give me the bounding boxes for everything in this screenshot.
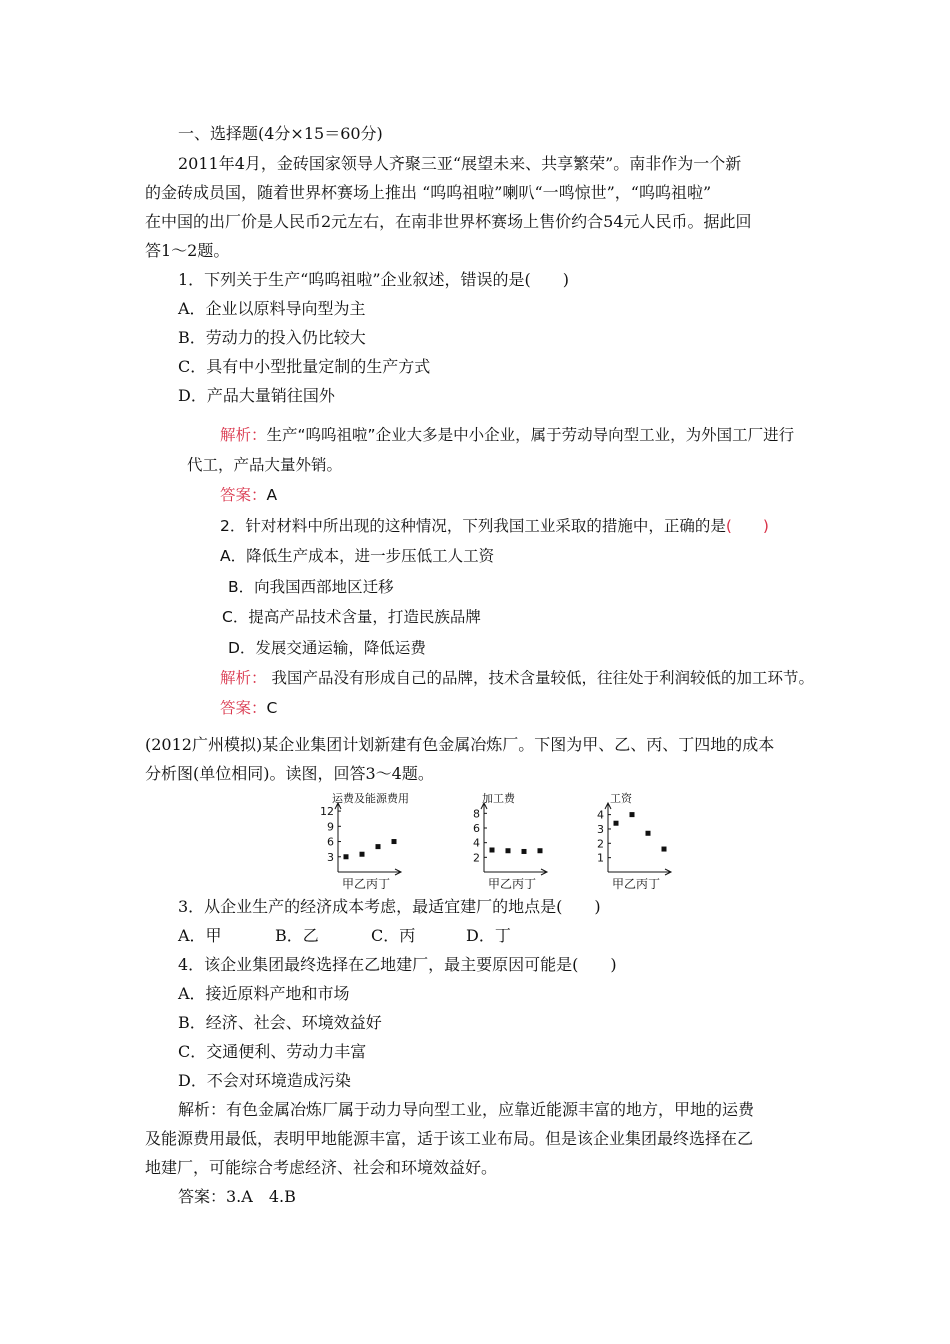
question-2-stem [220, 516, 769, 536]
answer-value: C [266, 699, 278, 717]
question-1-option-b: B．劳动力的投入仍比较大 [178, 328, 366, 347]
analysis-3-4-line: 及能源费用最低，表明甲地能源丰富，适于该工业布局。但是该企业集团最终选择在乙 [145, 1129, 754, 1148]
data-point-甲 [490, 848, 495, 853]
question-1-option-d: D．产品大量销往国外 [178, 386, 335, 405]
analysis-3-4-line: 解析：有色金属冶炼厂属于动力导向型工业，应靠近能源丰富的地方，甲地的运费 [178, 1100, 755, 1119]
chart-svg [584, 790, 674, 890]
chart-title: 加工费 [482, 792, 515, 805]
x-axis-label: 甲乙丙丁 [612, 877, 661, 890]
question-1-answer [220, 485, 277, 505]
analysis-text: 生产“呜呜祖啦”企业大多是中小企业，属于劳动导向型工业，为外国工厂进行 [266, 426, 795, 444]
data-point-丁 [392, 839, 397, 844]
analysis-3-4-line: 地建厂，可能综合考虑经济、社会和环境效益好。 [145, 1158, 498, 1177]
question-1-analysis [220, 425, 794, 445]
y-tick-label: 6 [473, 822, 480, 835]
data-point-丙 [522, 849, 527, 854]
data-point-丁 [662, 847, 667, 852]
question-1-analysis-cont: 代工，产品大量外销。 [187, 456, 343, 474]
answer-value: A [266, 486, 278, 504]
intro-paragraph-line: 的金砖成员国，随着世界杯赛场上推出 “呜呜祖啦”喇叭“一鸣惊世”，“呜呜祖啦” [145, 183, 712, 202]
question-2-option-c: C．提高产品技术含量，打造民族品牌 [222, 608, 481, 626]
question-1-option-a: A．企业以原料导向型为主 [178, 299, 366, 318]
y-tick-label: 3 [597, 822, 604, 836]
question-4-option-d: D．不会对环境造成污染 [178, 1071, 351, 1090]
data-point-丁 [538, 848, 543, 853]
chart-processing-cost [460, 790, 550, 894]
chart-transport-energy-cost [314, 790, 444, 894]
answer-label: 答案： [220, 699, 267, 717]
intro-paragraph-line: 2011年4月，金砖国家领导人齐聚三亚“展望未来、共享繁荣”。南非作为一个新 [178, 154, 742, 173]
question-3-option-a: A．甲 [178, 926, 222, 945]
question-3-stem: 3．从企业生产的经济成本考虑，最适宜建厂的地点是( ) [178, 897, 601, 916]
chart-svg [314, 790, 444, 890]
analysis-text: 我国产品没有形成自己的品牌，技术含量较低，往往处于利润较低的加工环节。 [266, 669, 814, 687]
question-3-option-b: B．乙 [275, 926, 319, 945]
intro-paragraph-line: 在中国的出厂价是人民币2元左右，在南非世界杯赛场上售价约合54元人民币。据此回 [145, 212, 752, 231]
data-point-丙 [376, 844, 381, 849]
question-2-option-a: A．降低生产成本，进一步压低工人工资 [220, 547, 495, 565]
question-3-option-c: C．丙 [371, 926, 416, 945]
data-point-甲 [344, 854, 349, 859]
question-3-option-d: D．丁 [466, 926, 511, 945]
answer-label: 答案： [220, 486, 267, 504]
chart-wage-cost [584, 790, 674, 894]
section-title: 一、选择题(4分×15＝60分) [178, 124, 383, 143]
data-point-甲 [614, 821, 619, 826]
question-4-stem: 4．该企业集团最终选择在乙地建厂，最主要原因可能是( ) [178, 955, 617, 974]
answer-3-4: 答案：3.A 4.B [178, 1187, 296, 1206]
y-tick-label: 6 [327, 835, 334, 849]
question-2-option-b: B．向我国西部地区迁移 [228, 578, 394, 596]
question-4-option-b: B．经济、社会、环境效益好 [178, 1013, 382, 1032]
question-4-option-a: A．接近原料产地和市场 [178, 984, 350, 1003]
question-1-option-c: C．具有中小型批量定制的生产方式 [178, 357, 431, 376]
data-point-乙 [360, 852, 365, 857]
data-point-乙 [506, 848, 511, 853]
intro-2-line: 分析图(单位相同)。读图，回答3～4题。 [145, 764, 434, 783]
data-point-丙 [646, 831, 651, 836]
chart-title: 运费及能源费用 [332, 792, 409, 805]
x-axis-label: 甲乙丙丁 [488, 877, 537, 890]
question-4-option-c: C．交通便利、劳动力丰富 [178, 1042, 367, 1061]
x-axis-label: 甲乙丙丁 [342, 877, 391, 890]
question-2-analysis [220, 668, 814, 688]
question-1-stem: 1．下列关于生产“呜呜祖啦”企业叙述，错误的是( ) [178, 270, 570, 289]
question-2-answer [220, 698, 277, 718]
question-2-stem-text: 2．针对材料中所出现的这种情况，下列我国工业采取的措施中，正确的是 [220, 517, 726, 535]
y-tick-label: 4 [597, 808, 604, 822]
intro-paragraph-line: 答1～2题。 [145, 241, 230, 260]
data-point-乙 [630, 812, 635, 817]
chart-svg [460, 790, 550, 890]
analysis-label: 解析： [220, 669, 267, 687]
y-tick-label: 3 [327, 850, 334, 864]
y-tick-label: 2 [473, 851, 480, 865]
y-tick-label: 12 [320, 805, 334, 819]
intro-2-line: (2012广州模拟)某企业集团计划新建有色金属冶炼厂。下图为甲、乙、丙、丁四地的成本 [145, 735, 775, 754]
y-tick-label: 1 [597, 851, 604, 865]
chart-title: 工资 [610, 792, 632, 805]
question-2-paren: ( ) [725, 517, 769, 535]
y-tick-label: 4 [473, 836, 480, 850]
y-tick-label: 9 [327, 820, 334, 834]
y-tick-label: 8 [473, 807, 480, 821]
question-2-option-d: D．发展交通运输，降低运费 [228, 639, 426, 657]
y-tick-label: 2 [597, 837, 604, 851]
analysis-label: 解析： [220, 426, 267, 444]
